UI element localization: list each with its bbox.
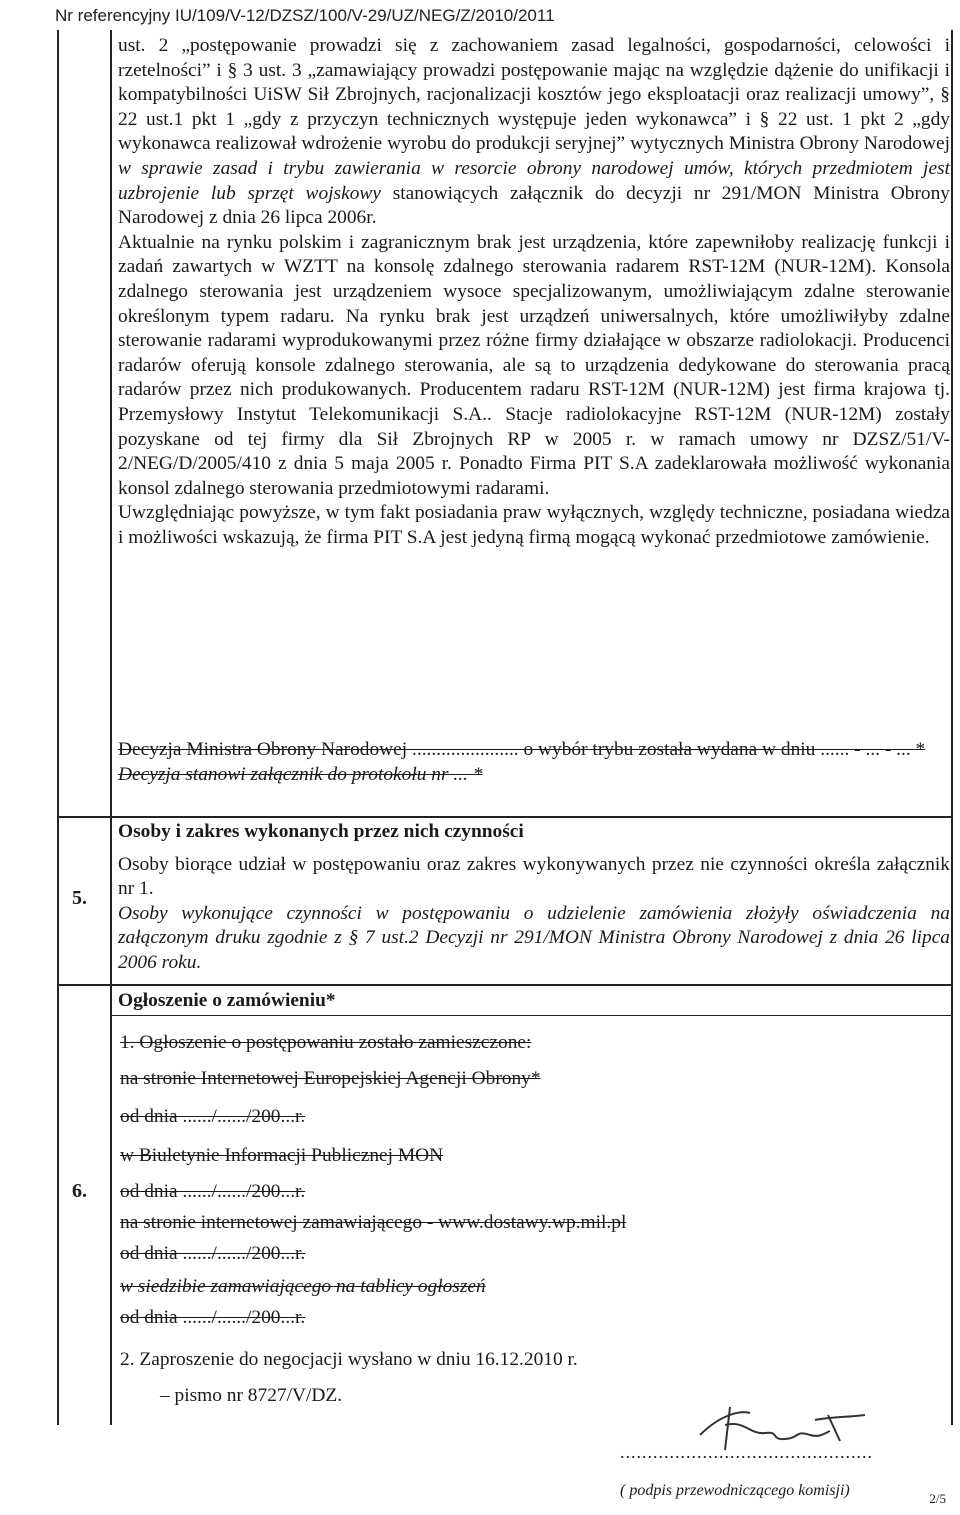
announcement-item: w Biuletynie Informacji Publicznej MON [120, 1145, 444, 1166]
section5-declaration: Osoby wykonujące czynności w postępowaniu o udzielenie zamówienia złożyły oświadczenia na załączonym druku zgodnie z § 7 ust.2 Decyzji nr 291/MON Ministra Obrony Narodowej z dnia 26 lipca 2006 roku. [118, 902, 950, 973]
announcement-item: na stronie Internetowej Europejskiej Agencji Obrony* [120, 1068, 541, 1089]
section6-title: Ogłoszenie o zamówieniu* [118, 990, 336, 1011]
announcement-item: od dnia ....../....../200...r. [120, 1106, 306, 1127]
table-left-border [57, 30, 59, 1425]
table-right-border [951, 30, 953, 1425]
announcement-item: na stronie internetowej zamawiającego - www.dostawy.wp.mil.pl [120, 1212, 627, 1233]
decision-attachment-struck: Decyzja stanowi załącznik do protokołu nr ... * [118, 763, 483, 785]
signature-caption: ( podpis przewodniczącego komisji) [620, 1482, 850, 1499]
justification-guideline-title: w sprawie zasad i trybu zawierania w resorcie obrony narodowej umów, których przedmiotem jest uzbrojenie lub sprzęt wojskowy [118, 157, 950, 204]
section-number-6: 6. [72, 1180, 87, 1202]
row-separator-5 [57, 816, 953, 818]
title-separator-6 [112, 1015, 953, 1016]
document-reference: Nr referencyjny IU/109/V-12/DZSZ/100/V-29/UZ/NEG/Z/2010/2011 [55, 6, 555, 25]
signature-line: .............................................. [620, 1442, 873, 1462]
announcement-item: od dnia ....../....../200...r. [120, 1307, 306, 1328]
justification-text-1: ust. 2 „postępowanie prowadzi się z zachowaniem zasad legalności, gospodarności, celowości i rzetelności” i § 3 ust. 3 „zamawiający prowadzi postępowanie mając na względzie dążenie do unifikacji i kompatybilności UiSW Sił Zbrojnych, racjonalizacji kosztów jego eksploatacji oraz realizacji umowy”, § 22 ust.1 pkt 1 „gdy z przyczyn technicznych występuje jeden wykonawca” i § 22 ust. 1 pkt 2 „gdy wykonawca realizował wdrożenie wyrobu do produkcji seryjnej” wytycznych Ministra Obrony Narodowej [118, 35, 950, 155]
page-number: 2/5 [929, 1491, 946, 1506]
section5-title: Osoby i zakres wykonanych przez nich czynności [118, 821, 524, 842]
letter-number-line: – pismo nr 8727/V/DZ. [160, 1385, 343, 1406]
row-separator-6 [57, 984, 953, 986]
announcement-item: od dnia ....../....../200...r. [120, 1181, 306, 1202]
announcement-item: 1. Ogłoszenie o postępowaniu zostało zamieszczone: [120, 1032, 532, 1053]
section5-text: Osoby biorące udział w postępowaniu oraz zakres wykonywanych przez nie czynności określa załącznik nr 1. [118, 853, 950, 900]
section-number-5: 5. [72, 887, 87, 909]
announcement-item: w siedzibie zamawiającego na tablicy ogłoszeń [120, 1276, 486, 1297]
conclusion-paragraph: Uwzględniając powyższe, w tym fakt posiadania praw wyłącznych, względy techniczne, posiadana wiedza i możliwości wskazują, że firma PIT S.A jest jedyną firmą mogącą wykonać przedmiotowe zamówienie. [118, 502, 950, 548]
section4-justification [118, 34, 950, 550]
section5-content [118, 820, 950, 976]
decision-note-struck: Decyzja Ministra Obrony Narodowej ...................... o wybór trybu została wydana w dniu ...... - ... - ... * Decyzja stanowi załącznik do protokołu nr ... * [118, 738, 936, 787]
invitation-line: 2. Zaproszenie do negocjacji wysłano w dniu 16.12.2010 r. [120, 1349, 578, 1370]
justification-text-2: stanowiących załącznik do decyzji nr 291/MON Ministra Obrony Narodowej z dnia 26 lipca 2006r. [118, 182, 950, 229]
table-number-column-border [110, 30, 112, 1425]
market-analysis-paragraph: Aktualnie na rynku polskim i zagranicznym brak jest urządzenia, które zapewniłoby realizację funkcji i zadań zawartych w WZTT na konsolę zdalnego sterowania radarem RST-12M (NUR-12M). Konsola zdalnego sterowania jest urządzeniem wysoce specjalizowanym, umożliwiającym zdalne sterowanie określonym typem radaru. Na rynku brak jest urządzeń uniwersalnych, które umożliwiłyby zdalne sterowanie radarami wyprodukowanymi przez różne firmy działające w obszarze radiolokacji. Producenci radarów oferują konsole zdalnego sterowania, ale są to urządzenia dedykowane do sterowania pracą radarów przez nich produkowanych. Producentem radaru RST-12M (NUR-12M) jest firma krajowa tj. Przemysłowy Instytut Telekomunikacji S.A.. Stacje radiolokacyjne RST-12M (NUR-12M) zostały pozyskane od tej firmy dla Sił Zbrojnych RP w 2005 r. w ramach umowy nr DZSZ/51/V-2/NEG/D/2005/410 z dnia 5 maja 2005 r. Ponadto Firma PIT S.A zadeklarowała możliwość wykonania konsol zdalnego sterowania przedmiotowymi radarami. [118, 231, 950, 499]
announcement-item: od dnia ....../....../200...r. [120, 1243, 306, 1264]
